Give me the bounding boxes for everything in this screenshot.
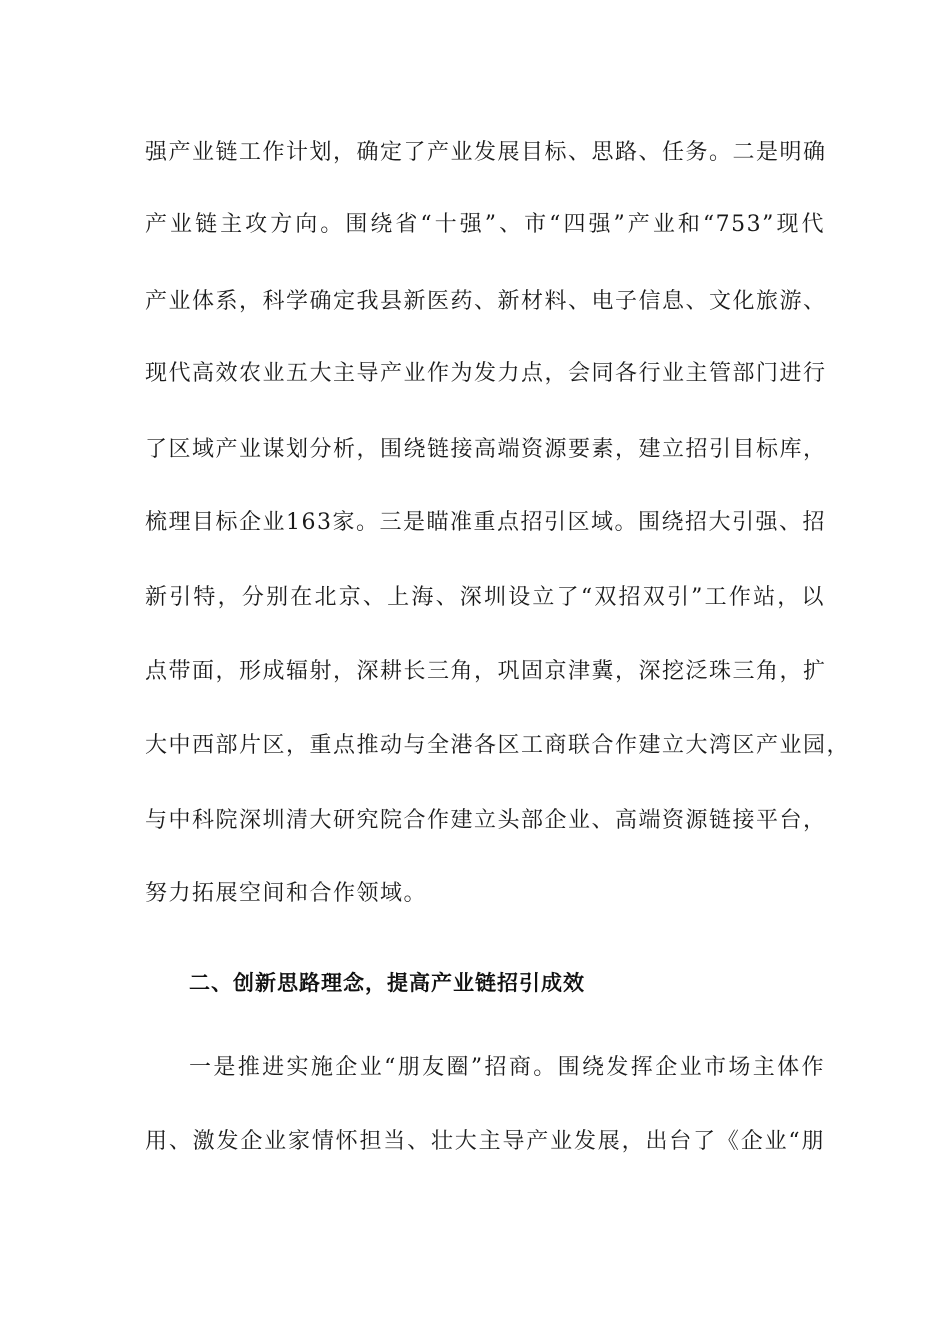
section-heading: 二、创新思路理念，提高产业链招引成效 (189, 971, 585, 995)
body-text-line-indented: 一是推进实施企业“朋友圈”招商。围绕发挥企业市场主体作 (189, 1055, 825, 1080)
body-text-line: 强产业链工作计划，确定了产业发展目标、思路、任务。二是明确 (145, 140, 827, 165)
body-text-line: 与中科院深圳清大研究院合作建立头部企业、高端资源链接平台， (145, 808, 827, 833)
body-text-line: 产业链主攻方向。围绕省“十强”、市“四强”产业和“753”现代 (145, 212, 825, 237)
body-text-line: 用、激发企业家情怀担当、壮大主导产业发展，出台了《企业“朋 (145, 1129, 825, 1154)
body-text-line: 新引特，分别在北京、上海、深圳设立了“双招双引”工作站，以 (145, 585, 825, 610)
body-text-line: 大中西部片区，重点推动与全港各区工商联合作建立大湾区产业园， (145, 733, 851, 758)
body-text-line: 点带面，形成辐射，深耕长三角，巩固京津冀，深挖泛珠三角，扩 (145, 659, 827, 684)
body-text-line: 梳理目标企业163家。三是瞄准重点招引区域。围绕招大引强、招 (145, 510, 826, 535)
body-text-line: 现代高效农业五大主导产业作为发力点，会同各行业主管部门进行 (145, 361, 827, 386)
body-text-line: 了区域产业谋划分析，围绕链接高端资源要素，建立招引目标库， (145, 437, 827, 462)
body-text-line-last: 努力拓展空间和合作领域。 (145, 881, 428, 906)
body-text-line: 产业体系，科学确定我县新医药、新材料、电子信息、文化旅游、 (145, 289, 827, 314)
